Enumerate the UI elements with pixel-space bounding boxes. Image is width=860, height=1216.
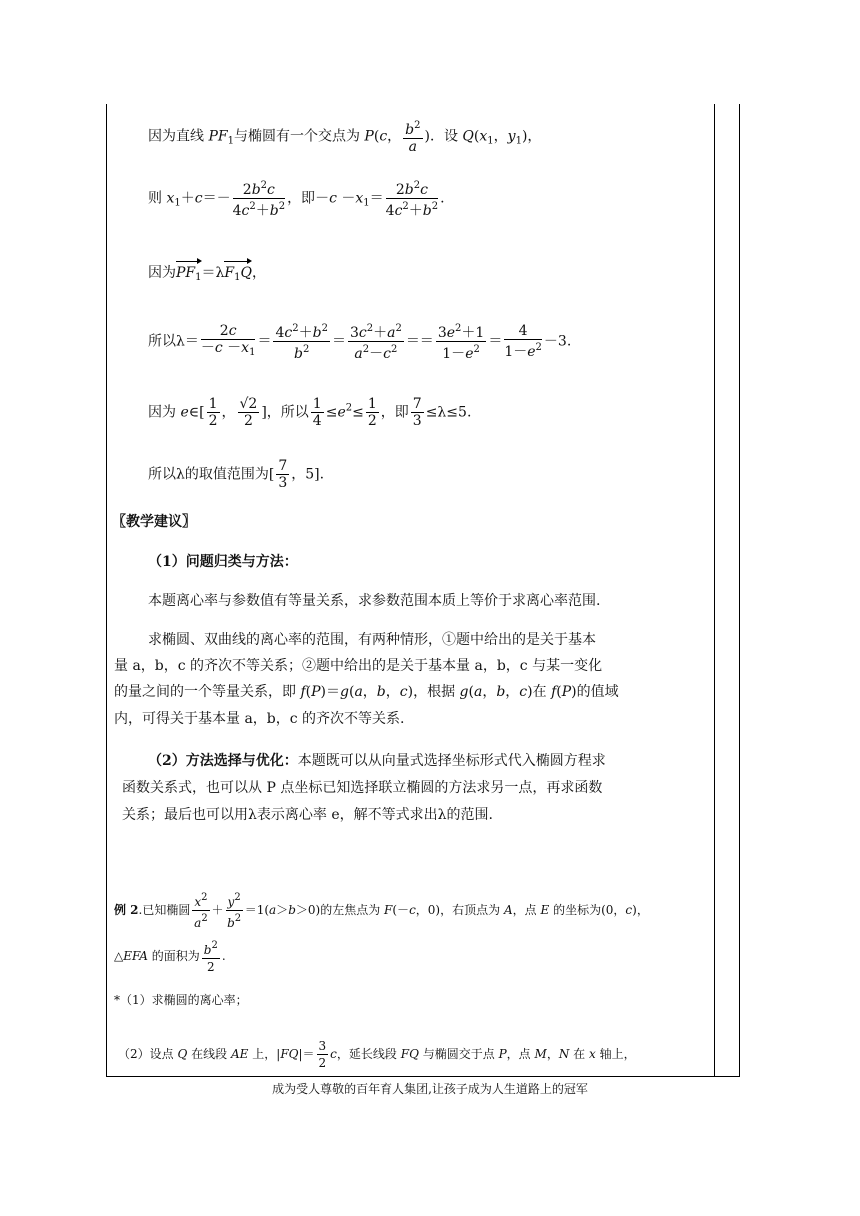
example-2-line-1: 例 2.已知椭圆 $\frac{x^2}{a^2}$ ＋ $\frac{y^2}{b^2}$ ＝1(a＞b＞0)的左焦点为 F(－c，0)，右顶点为 A，点 E 的坐标为(0，c)， <box>114 892 649 930</box>
teaching-p2-line-3: 的量之间的一个等量关系，即 f(P)＝g(a，b，c)，根据 g(a，b，c)在 f(P)的值域 <box>114 684 619 700</box>
example-2-line-2: △EFA 的面积为 $\frac{b^2}{2}$ . <box>114 940 226 974</box>
teaching-p2-line-2: 量 a，b，c 的齐次不等关系；②题中给出的是关于基本量 a，b，c 与某一变化 <box>114 658 603 674</box>
solution-line-3: 因为$PF_1=\lambda F_1Q$， <box>148 263 266 288</box>
solution-line-5: 因为 e∈[ $\frac{1}{2}$ ， $\frac{√2}{2}$ ]，所以 $\frac{1}{4}$ $\le e^2\le$ $\frac{1}{2}$ ，即 $\frac{7}{3}$ ≤λ≤5. <box>148 396 472 429</box>
solution-line-2: 则 $x_1+c=-$ $\frac{2b^2c}{4c^2+b^2}$ ，即$-c -x_1=$ $\frac{2b^2c}{4c^2+b^2}$ . <box>148 180 445 219</box>
solution-line-4: 所以λ＝ $\frac{2c}{-c -x_1}$ ＝ $\frac{4c^2+b^2}{b^2}$ ＝ $\frac{3c^2+a^2}{a^2-c^2}$ ＝＝ $\frac{3e^2+1}{1-e^2}$ ＝ $\frac{4}{1-e^2}$ －3. <box>148 322 572 362</box>
teaching-p1-text: 本题离心率与参数值有等量关系，求参数范围本质上等价于求离心率范围. <box>148 593 601 609</box>
teaching-p3-line-3: 关系；最后也可以用λ表示离心率 e，解不等式求出λ的范围. <box>122 807 493 823</box>
teaching-heading: 〖教学建议〗 <box>112 514 196 530</box>
question-2: （2）设点 Q 在线段 AE 上，|FQ|＝ $\frac{3}{2}$ c，延长线段 FQ 与椭圆交于点 P，点 M，N 在 x 轴上， <box>118 1039 636 1070</box>
column-divider <box>714 104 715 1076</box>
teaching-p1-label: （1）问题归类与方法： <box>148 554 298 570</box>
question-1: *（1）求椭圆的离心率； <box>114 993 248 1007</box>
page-footer: 成为受人尊敬的百年育人集团,让孩子成为人生道路上的冠军 <box>272 1082 588 1096</box>
teaching-p2-line-4: 内，可得关于基本量 a，b，c 的齐次不等关系. <box>114 711 405 727</box>
solution-line-6: 所以λ的取值范围为[ $\frac{7}{3}$ ，5]. <box>148 458 325 491</box>
teaching-p3-line-2: 函数关系式，也可以从 P 点坐标已知选择联立椭圆的方法求另一点，再求函数 <box>122 780 603 796</box>
teaching-p2-line-1: 求椭圆、双曲线的离心率的范围，有两种情形，①题中给出的是关于基本 <box>148 632 596 648</box>
solution-line-1: 因为直线 $PF_1$与椭圆有一个交点为 P(c， $\frac{b^2}{a}$ )．设 $Q(x_1$，$y_1$)， <box>148 120 542 155</box>
teaching-p3-line-1: （2）方法选择与优化：本题既可以从向量式选择坐标形式代入椭圆方程求 <box>148 753 606 769</box>
